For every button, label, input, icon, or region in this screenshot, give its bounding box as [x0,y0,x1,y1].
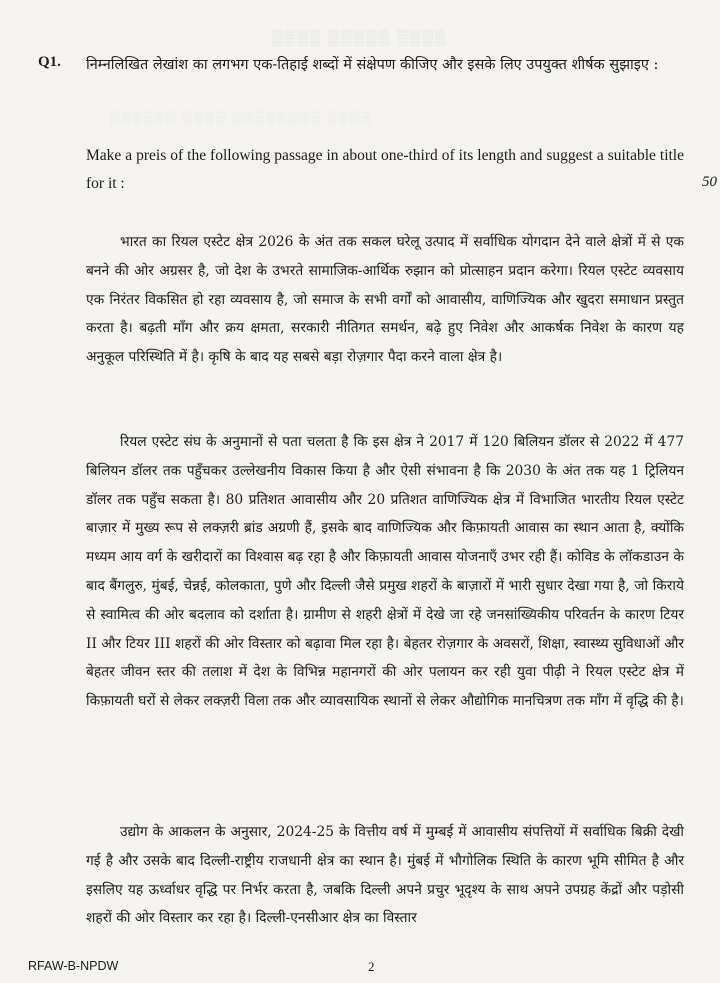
paper-code: RFAW-B-NPDW [28,959,119,973]
page-number: 2 [368,959,375,974]
question-instruction-english: Make a preis of the following passage in about one-third of its length and suggest a suitable title for it : [86,147,684,192]
passage-paragraph: भारत का रियल एस्टेट क्षेत्र 2026 के अंत तक सकल घरेलू उत्पाद में सर्वाधिक योगदान देने वाले क्षेत्रों में से एक बनने की ओर अग्रसर है, जो देश के उभरते सामाजिक-आर्थिक रुझान को प्रोत्साहन प्रदान करेगा। रियल एस्टेट व्यवसाय एक निरंतर विकसित हो रहा व्यवसाय है, जो समाज के सभी वर्गों को आवासीय, वाणिज्यिक और खुदरा समाधान प्रस्तुत करता है। बढ़ती माँग और क्रय क्षमता, सरकारी नीतिगत समर्थन, बढ़े हुए निवेश और आकर्षक निवेश के कारण यह अनुकूल परिस्थिति में है। कृषि के बाद यह सबसे बड़ा रोज़गार पैदा करने वाला क्षेत्र है। [86,234,684,366]
show-through-bleed: ▒▒▒▒ ▒▒▒▒▒ ▒▒▒▒ [272,30,448,46]
question-number: Q1. [38,54,61,70]
question-marks: 50 [702,174,717,190]
show-through-bleed: ▒▒▒▒▒▒ ▒▒▒▒ ▒▒▒▒▒▒▒▒ ▒▒▒▒ [110,110,373,125]
passage-paragraph: उद्योग के आकलन के अनुसार, 2024-25 के वित्तीय वर्ष में मुम्बई में आवासीय संपत्तियों में सर्वाधिक बिक्री देखी गई है और उसके बाद दिल्ली-राष्ट्रीय राजधानी क्षेत्र का स्थान है। मुंबई में भौगोलिक स्थिति के कारण भूमि सीमित है और इसलिए यह ऊर्ध्वाधर वृद्धि पर निर्भर करता है, जबकि दिल्ली अपने प्रचुर भूदृश्य के साथ अपने उपग्रह केंद्रों और पड़ोसी शहरों की ओर विस्तार कर रहा है। दिल्ली-एनसीआर क्षेत्र का विस्तार [86,824,684,927]
question-instruction-hindi: निम्नलिखित लेखांश का लगभग एक-तिहाई शब्दों में संक्षेपण कीजिए और इसके लिए उपयुक्त शीर्षक सुझाइए : [86,57,659,73]
passage-paragraph: रियल एस्टेट संघ के अनुमानों से पता चलता है कि इस क्षेत्र ने 2017 में 120 बिलियन डॉलर से 2022 में 477 बिलियन डॉलर तक पहुँचकर उल्लेखनीय विकास किया है और ऐसी संभावना है कि 2030 के अंत तक यह 1 ट्रिलियन डॉलर तक पहुँच सकता है। 80 प्रतिशत आवासीय और 20 प्रतिशत वाणिज्यिक क्षेत्र में विभाजित भारतीय रियल एस्टेट बाज़ार में मुख्य रूप से लक्ज़री ब्रांड अग्रणी हैं, इसके बाद वाणिज्यिक और किफ़ायती आवास का स्थान आता है, क्योंकि मध्यम आय वर्ग के खरीदारों का विश्वास बढ़ रहा है और किफ़ायती आवास योजनाएँ उभर रही हैं। कोविड के लॉकडाउन के बाद बैंगलुरु, मुंबई, चेन्नई, कोलकाता, पुणे और दिल्ली जैसे प्रमुख शहरों के बाज़ारों में भारी सुधार देखा गया है, जो किराये से स्वामित्व की ओर बदलाव को दर्शाता है। ग्रामीण से शहरी क्षेत्रों में देखे जा रहे जनसांख्यिकीय परिवर्तन के कारण टियर II और टियर III शहरों की ओर विस्तार को बढ़ावा मिल रहा है। बेहतर रोज़गार के अवसरों, शिक्षा, स्वास्थ्य सुविधाओं और बेहतर जीवन स्तर की तलाश में देश के विभिन्न महानगरों की ओर पलायन कर रही युवा पीढ़ी ने रियल एस्टेट क्षेत्र में किफ़ायती घरों से लेकर लक्ज़री विला तक और व्यावसायिक स्थानों से लेकर औद्योगिक मानचित्रण तक माँग में वृद्धि की है। [86,434,684,710]
